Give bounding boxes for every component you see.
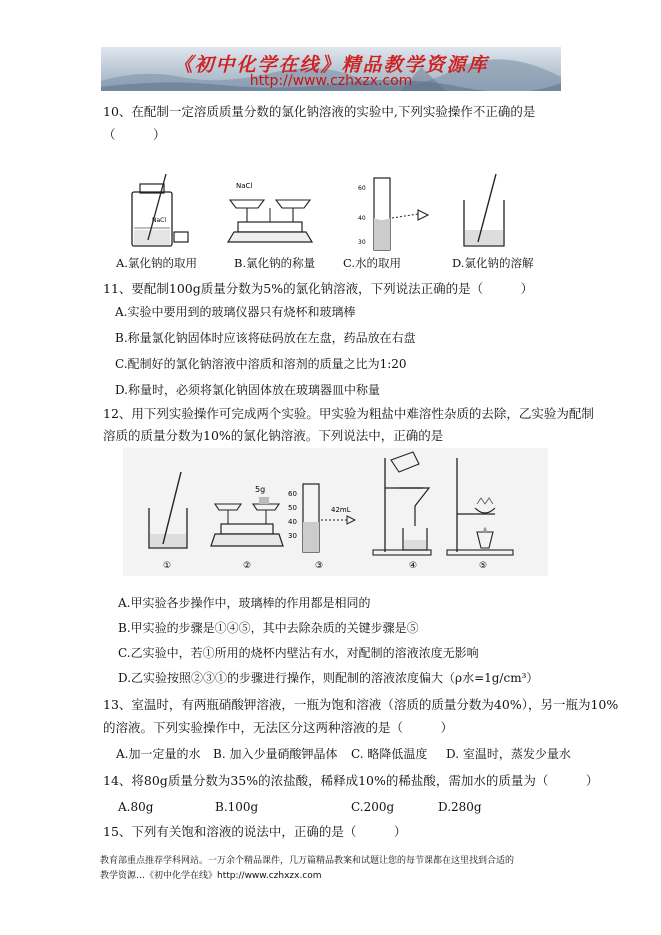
- q14-option-b: B.100g: [215, 800, 259, 814]
- q10-answer-paren: （ ）: [103, 127, 166, 142]
- q12-label-42ml: 42mL: [331, 506, 351, 514]
- q12-option-c: C.乙实验中，若①所用的烧杯内壁沾有水，对配制的溶液浓度无影响: [118, 646, 479, 660]
- graduated-cylinder-icon: [358, 178, 428, 250]
- q10-option-c: C.水的取用: [343, 256, 402, 270]
- q14-stem: 14、将80g质量分数为35%的浓盐酸，稀释成10%的稀盐酸，需加水的质量为（ ）: [103, 773, 599, 788]
- q12-stem-line1: 12、用下列实验操作可完成两个实验。甲实验为粗盐中难溶性杂质的去除，乙实验为配制: [103, 406, 594, 421]
- q12-tick-50: 50: [288, 504, 297, 512]
- q12-apparatus-figure: [123, 448, 548, 576]
- q11-option-a: A.实验中要用到的玻璃仪器只有烧杯和玻璃棒: [115, 305, 356, 319]
- q11-stem: 11、要配制100g质量分数为5%的氯化钠溶液，下列说法正确的是（ ）: [103, 281, 534, 296]
- q13-stem-line2: 的溶液。下列实验操作中，无法区分这两种溶液的是（ ）: [103, 720, 454, 735]
- reagent-bottle-icon: [132, 174, 188, 246]
- q13-option-b: B. 加入少量硝酸钾晶体: [213, 747, 338, 761]
- q12-option-b: B.甲实验的步骤是①④⑤，其中去除杂质的关键步骤是⑤: [118, 621, 419, 635]
- q12-fig-num-3: ③: [315, 561, 324, 571]
- q15-stem: 15、下列有关饱和溶液的说法中，正确的是（ ）: [103, 824, 407, 839]
- footer-line1: 教育部重点推荐学科网站。一万余个精品课件，几万篇精品教案和试题让您的每节课都在这里找到合适的: [100, 856, 515, 866]
- q12-tick-60: 60: [288, 490, 297, 498]
- q12-fig-num-2: ②: [243, 561, 252, 571]
- banner-title: 《初中化学在线》精品教学资源库: [173, 54, 489, 76]
- q13-stem-line1: 13、室温时，有两瓶硝酸钾溶液，一瓶为饱和溶液（溶质的质量分数为40%），另一瓶为10%: [103, 697, 619, 712]
- q11-option-c: C.配制好的氯化钠溶液中溶质和溶剂的质量之比为1:20: [115, 357, 407, 371]
- q10-scale-40: 40: [358, 215, 366, 222]
- q14-option-c: C.200g: [351, 800, 395, 814]
- q10-apparatus-figure: [118, 170, 558, 258]
- q10-label-nacl-bottle: NaCl: [152, 217, 167, 224]
- q10-stem: 10、在配制一定溶质质量分数的氯化钠溶液的实验中,下列实验操作不正确的是: [103, 104, 536, 119]
- banner-url[interactable]: http://www.czhxzx.com: [249, 73, 413, 89]
- site-banner: [101, 47, 561, 91]
- q13-option-a: A.加一定量的水: [116, 747, 201, 761]
- footer-line2[interactable]: 教学资源…《初中化学在线》http://www.czhxzx.com: [100, 871, 322, 881]
- q10-option-d: D.氯化钠的溶解: [452, 256, 534, 270]
- q11-option-d: D.称量时，必须将氯化钠固体放在玻璃器皿中称量: [115, 383, 381, 397]
- q12-fig-num-4: ④: [409, 561, 418, 571]
- q12-fig-num-5: ⑤: [479, 561, 488, 571]
- beaker-stir-icon: [464, 174, 504, 246]
- balance-icon: [228, 182, 312, 242]
- q12-option-a: A.甲实验各步操作中，玻璃棒的作用都是相同的: [118, 596, 371, 610]
- q12-fig-num-1: ①: [163, 561, 172, 571]
- q14-option-a: A.80g: [118, 800, 154, 814]
- q12-label-5g: 5g: [255, 485, 266, 494]
- q12-tick-30: 30: [288, 532, 297, 540]
- q10-label-nacl-balance: NaCl: [236, 182, 253, 190]
- q11-option-b: B.称量氯化钠固体时应该将砝码放在左盘，药品放在右盘: [115, 331, 416, 345]
- q12-option-d: D.乙实验按照②③①的步骤进行操作，则配制的溶液浓度偏大（ρ水=1g/cm³）: [118, 671, 539, 685]
- q10-option-a: A.氯化钠的取用: [116, 256, 197, 270]
- q10-scale-60: 60: [358, 185, 366, 192]
- q10-scale-30: 30: [358, 239, 366, 246]
- q12-stem-line2: 溶质的质量分数为10%的氯化钠溶液。下列说法中，正确的是: [103, 428, 444, 443]
- q13-option-c: C. 略降低温度: [351, 747, 428, 761]
- q10-option-b: B.氯化钠的称量: [234, 256, 316, 270]
- q12-tick-40: 40: [288, 518, 297, 526]
- q13-option-d: D. 室温时，蒸发少量水: [446, 747, 571, 761]
- q14-option-d: D.280g: [438, 800, 482, 814]
